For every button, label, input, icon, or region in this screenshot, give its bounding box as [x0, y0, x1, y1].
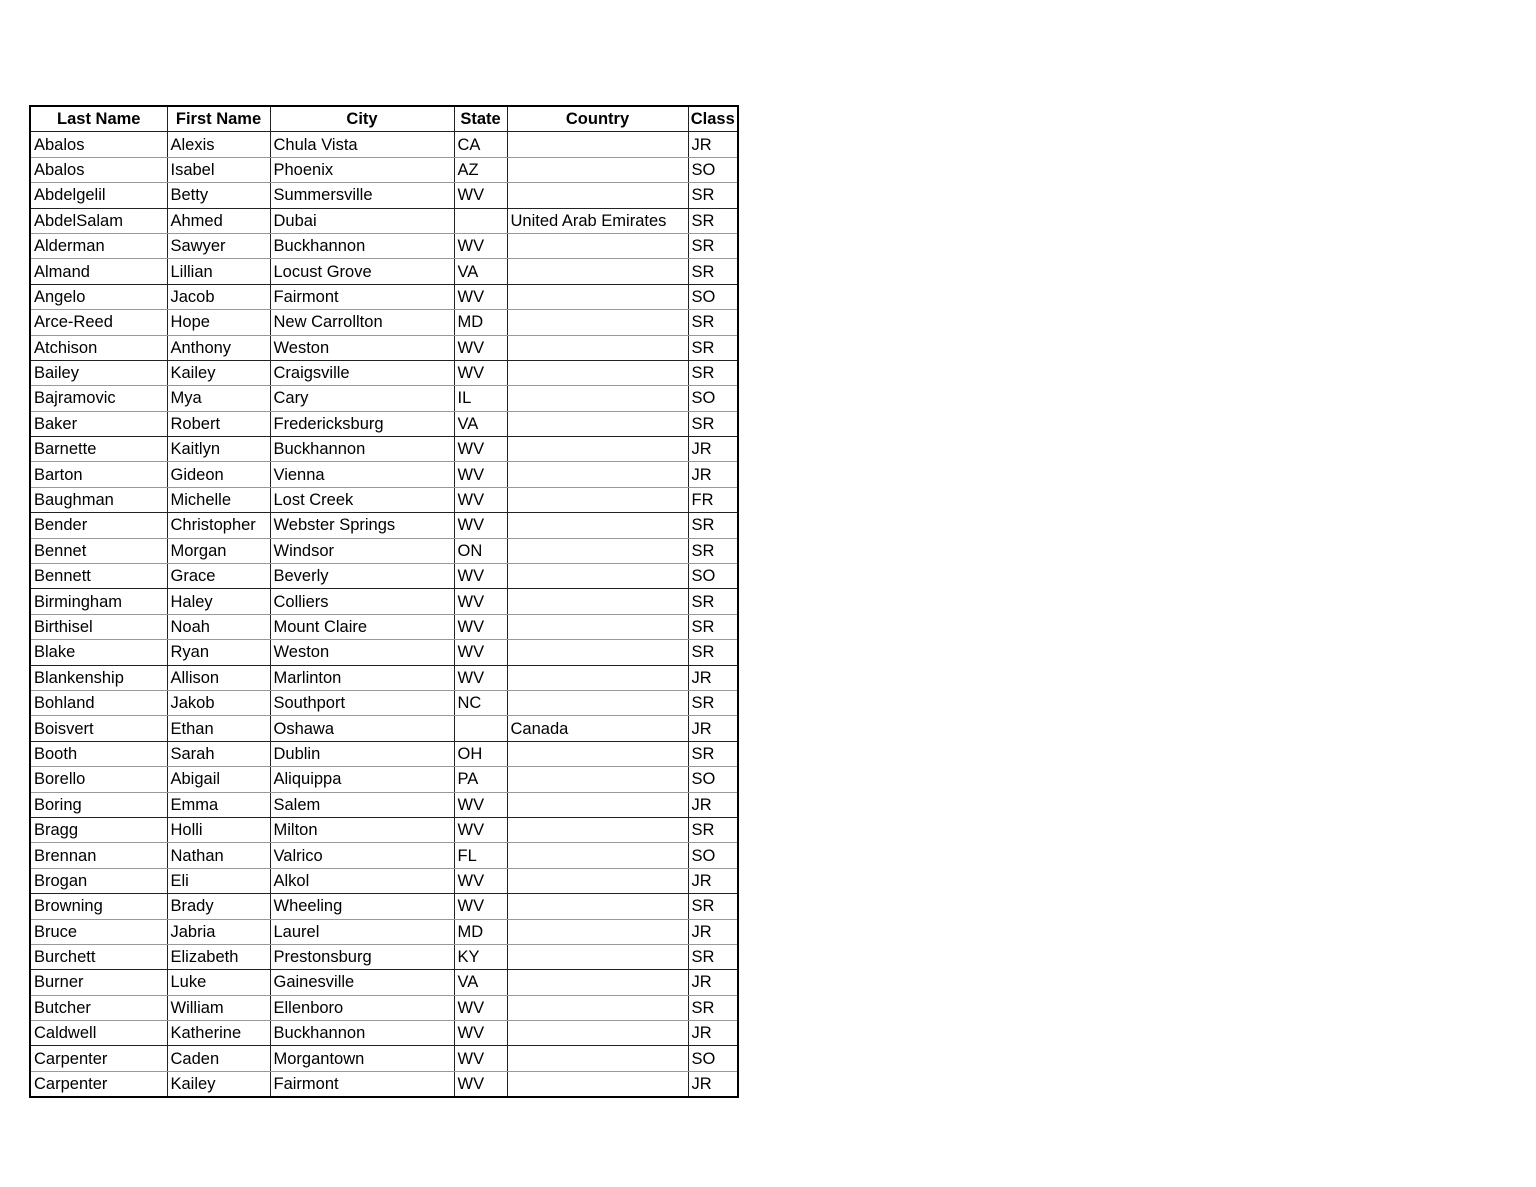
- cell-first-name: Jabria: [167, 919, 270, 944]
- cell-class: SO: [688, 284, 738, 309]
- cell-first-name: Sawyer: [167, 233, 270, 258]
- cell-last-name: Bender: [30, 513, 167, 538]
- cell-class: SO: [688, 1046, 738, 1071]
- table-row: [30, 1071, 738, 1097]
- header-first-name: First Name: [167, 106, 270, 132]
- cell-first-name: Isabel: [167, 157, 270, 182]
- cell-country: [507, 513, 688, 538]
- cell-country: [507, 310, 688, 335]
- cell-city: Alkol: [270, 868, 454, 893]
- cell-city: Morgantown: [270, 1046, 454, 1071]
- table-row: [30, 538, 738, 563]
- cell-country: [507, 894, 688, 919]
- cell-state: AZ: [454, 157, 507, 182]
- cell-first-name: Holli: [167, 817, 270, 842]
- cell-class: JR: [688, 462, 738, 487]
- student-roster-table: [29, 105, 739, 1098]
- cell-country: [507, 868, 688, 893]
- cell-country: [507, 995, 688, 1020]
- cell-class: JR: [688, 792, 738, 817]
- cell-last-name: Birmingham: [30, 589, 167, 614]
- cell-class: JR: [688, 132, 738, 157]
- cell-state: WV: [454, 437, 507, 462]
- cell-last-name: Bajramovic: [30, 386, 167, 411]
- cell-state: IL: [454, 386, 507, 411]
- cell-class: SR: [688, 538, 738, 563]
- cell-city: Buckhannon: [270, 1021, 454, 1046]
- cell-last-name: Bragg: [30, 817, 167, 842]
- cell-country: [507, 741, 688, 766]
- cell-state: WV: [454, 1046, 507, 1071]
- cell-class: SR: [688, 183, 738, 208]
- cell-state: OH: [454, 741, 507, 766]
- cell-last-name: Abalos: [30, 132, 167, 157]
- cell-country: [507, 1021, 688, 1046]
- cell-country: [507, 640, 688, 665]
- cell-city: Craigsville: [270, 360, 454, 385]
- cell-class: SR: [688, 614, 738, 639]
- cell-city: Prestonsburg: [270, 944, 454, 969]
- table-row: [30, 741, 738, 766]
- cell-class: SO: [688, 843, 738, 868]
- cell-first-name: Anthony: [167, 335, 270, 360]
- table-row: [30, 792, 738, 817]
- table-row: [30, 513, 738, 538]
- cell-last-name: Bennet: [30, 538, 167, 563]
- cell-last-name: Boisvert: [30, 716, 167, 741]
- cell-country: Canada: [507, 716, 688, 741]
- cell-first-name: Allison: [167, 665, 270, 690]
- cell-city: Marlinton: [270, 665, 454, 690]
- cell-first-name: Luke: [167, 970, 270, 995]
- cell-city: Ellenboro: [270, 995, 454, 1020]
- cell-state: WV: [454, 868, 507, 893]
- table-row: [30, 310, 738, 335]
- cell-class: SR: [688, 690, 738, 715]
- table-row: [30, 970, 738, 995]
- cell-country: [507, 538, 688, 563]
- cell-first-name: Morgan: [167, 538, 270, 563]
- cell-class: JR: [688, 1021, 738, 1046]
- cell-country: [507, 259, 688, 284]
- cell-city: Milton: [270, 817, 454, 842]
- cell-class: SO: [688, 157, 738, 182]
- cell-city: Buckhannon: [270, 437, 454, 462]
- cell-last-name: Butcher: [30, 995, 167, 1020]
- cell-class: SR: [688, 310, 738, 335]
- table-row: [30, 183, 738, 208]
- cell-class: SO: [688, 386, 738, 411]
- table-row: [30, 233, 738, 258]
- cell-first-name: Grace: [167, 564, 270, 589]
- header-last-name: Last Name: [30, 106, 167, 132]
- cell-state: WV: [454, 614, 507, 639]
- cell-first-name: Eli: [167, 868, 270, 893]
- cell-city: Buckhannon: [270, 233, 454, 258]
- cell-city: New Carrollton: [270, 310, 454, 335]
- cell-first-name: William: [167, 995, 270, 1020]
- header-row: [30, 106, 738, 132]
- cell-state: WV: [454, 462, 507, 487]
- cell-country: [507, 564, 688, 589]
- cell-city: Windsor: [270, 538, 454, 563]
- cell-first-name: Katherine: [167, 1021, 270, 1046]
- cell-country: [507, 665, 688, 690]
- table-row: [30, 386, 738, 411]
- cell-class: FR: [688, 487, 738, 512]
- table-row: [30, 208, 738, 233]
- cell-class: SO: [688, 767, 738, 792]
- table-row: [30, 1046, 738, 1071]
- cell-first-name: Lillian: [167, 259, 270, 284]
- cell-first-name: Kaitlyn: [167, 437, 270, 462]
- cell-state: WV: [454, 589, 507, 614]
- cell-state: WV: [454, 183, 507, 208]
- cell-class: JR: [688, 437, 738, 462]
- table-row: [30, 716, 738, 741]
- cell-city: Chula Vista: [270, 132, 454, 157]
- cell-last-name: Abalos: [30, 157, 167, 182]
- cell-state: NC: [454, 690, 507, 715]
- table-row: [30, 919, 738, 944]
- cell-country: [507, 1046, 688, 1071]
- cell-state: VA: [454, 259, 507, 284]
- table-row: [30, 665, 738, 690]
- cell-last-name: Arce-Reed: [30, 310, 167, 335]
- cell-class: SO: [688, 564, 738, 589]
- table-row: [30, 614, 738, 639]
- cell-class: SR: [688, 589, 738, 614]
- cell-state: WV: [454, 817, 507, 842]
- cell-city: Summersville: [270, 183, 454, 208]
- cell-city: Aliquippa: [270, 767, 454, 792]
- cell-last-name: Birthisel: [30, 614, 167, 639]
- cell-last-name: Carpenter: [30, 1071, 167, 1097]
- cell-state: WV: [454, 792, 507, 817]
- cell-last-name: Borello: [30, 767, 167, 792]
- table-row: [30, 589, 738, 614]
- cell-state: VA: [454, 970, 507, 995]
- cell-city: Oshawa: [270, 716, 454, 741]
- cell-first-name: Ahmed: [167, 208, 270, 233]
- table-row: [30, 767, 738, 792]
- header-class: Class: [688, 106, 738, 132]
- table-row: [30, 284, 738, 309]
- cell-first-name: Emma: [167, 792, 270, 817]
- cell-last-name: Bruce: [30, 919, 167, 944]
- table-body: [30, 132, 738, 1097]
- cell-country: [507, 1071, 688, 1097]
- cell-state: PA: [454, 767, 507, 792]
- cell-state: ON: [454, 538, 507, 563]
- cell-country: [507, 462, 688, 487]
- cell-class: JR: [688, 970, 738, 995]
- cell-city: Fredericksburg: [270, 411, 454, 436]
- table-row: [30, 843, 738, 868]
- cell-country: United Arab Emirates: [507, 208, 688, 233]
- cell-state: VA: [454, 411, 507, 436]
- cell-last-name: Baker: [30, 411, 167, 436]
- cell-last-name: Bohland: [30, 690, 167, 715]
- cell-last-name: Barnette: [30, 437, 167, 462]
- header-city: City: [270, 106, 454, 132]
- cell-city: Colliers: [270, 589, 454, 614]
- cell-last-name: Almand: [30, 259, 167, 284]
- cell-last-name: Boring: [30, 792, 167, 817]
- cell-country: [507, 614, 688, 639]
- cell-class: SR: [688, 360, 738, 385]
- cell-country: [507, 589, 688, 614]
- cell-class: SR: [688, 817, 738, 842]
- cell-state: WV: [454, 1071, 507, 1097]
- cell-country: [507, 792, 688, 817]
- cell-last-name: Alderman: [30, 233, 167, 258]
- cell-city: Lost Creek: [270, 487, 454, 512]
- cell-first-name: Jacob: [167, 284, 270, 309]
- cell-first-name: Ethan: [167, 716, 270, 741]
- cell-country: [507, 233, 688, 258]
- cell-city: Dubai: [270, 208, 454, 233]
- cell-first-name: Betty: [167, 183, 270, 208]
- cell-state: WV: [454, 640, 507, 665]
- cell-state: WV: [454, 284, 507, 309]
- cell-city: Weston: [270, 640, 454, 665]
- table-row: [30, 487, 738, 512]
- cell-class: SR: [688, 259, 738, 284]
- cell-country: [507, 919, 688, 944]
- cell-country: [507, 284, 688, 309]
- cell-last-name: Blankenship: [30, 665, 167, 690]
- cell-last-name: Barton: [30, 462, 167, 487]
- table-row: [30, 995, 738, 1020]
- cell-first-name: Hope: [167, 310, 270, 335]
- cell-first-name: Alexis: [167, 132, 270, 157]
- cell-country: [507, 970, 688, 995]
- cell-country: [507, 157, 688, 182]
- cell-state: WV: [454, 360, 507, 385]
- cell-class: SR: [688, 335, 738, 360]
- table-row: [30, 335, 738, 360]
- cell-city: Dublin: [270, 741, 454, 766]
- cell-state: KY: [454, 944, 507, 969]
- cell-last-name: Atchison: [30, 335, 167, 360]
- cell-last-name: Blake: [30, 640, 167, 665]
- cell-state: WV: [454, 894, 507, 919]
- cell-country: [507, 183, 688, 208]
- cell-first-name: Jakob: [167, 690, 270, 715]
- cell-city: Locust Grove: [270, 259, 454, 284]
- cell-first-name: Caden: [167, 1046, 270, 1071]
- cell-state: WV: [454, 513, 507, 538]
- cell-first-name: Ryan: [167, 640, 270, 665]
- cell-class: SR: [688, 208, 738, 233]
- cell-country: [507, 335, 688, 360]
- table-row: [30, 132, 738, 157]
- cell-city: Cary: [270, 386, 454, 411]
- cell-country: [507, 944, 688, 969]
- table-row: [30, 437, 738, 462]
- cell-city: Gainesville: [270, 970, 454, 995]
- table-row: [30, 360, 738, 385]
- cell-first-name: Michelle: [167, 487, 270, 512]
- cell-state: WV: [454, 564, 507, 589]
- cell-city: Phoenix: [270, 157, 454, 182]
- cell-city: Valrico: [270, 843, 454, 868]
- cell-last-name: Burchett: [30, 944, 167, 969]
- cell-city: Weston: [270, 335, 454, 360]
- cell-state: [454, 716, 507, 741]
- cell-country: [507, 767, 688, 792]
- cell-country: [507, 487, 688, 512]
- cell-state: FL: [454, 843, 507, 868]
- cell-city: Fairmont: [270, 284, 454, 309]
- cell-state: MD: [454, 919, 507, 944]
- cell-last-name: Baughman: [30, 487, 167, 512]
- cell-state: CA: [454, 132, 507, 157]
- cell-class: JR: [688, 665, 738, 690]
- cell-first-name: Sarah: [167, 741, 270, 766]
- header-state: State: [454, 106, 507, 132]
- cell-first-name: Robert: [167, 411, 270, 436]
- cell-last-name: AbdelSalam: [30, 208, 167, 233]
- cell-city: Fairmont: [270, 1071, 454, 1097]
- cell-city: Salem: [270, 792, 454, 817]
- cell-last-name: Browning: [30, 894, 167, 919]
- cell-state: WV: [454, 335, 507, 360]
- cell-city: Vienna: [270, 462, 454, 487]
- cell-first-name: Mya: [167, 386, 270, 411]
- cell-first-name: Gideon: [167, 462, 270, 487]
- cell-state: MD: [454, 310, 507, 335]
- cell-last-name: Carpenter: [30, 1046, 167, 1071]
- cell-class: SR: [688, 513, 738, 538]
- cell-state: WV: [454, 665, 507, 690]
- table-row: [30, 462, 738, 487]
- cell-city: Mount Claire: [270, 614, 454, 639]
- cell-country: [507, 386, 688, 411]
- cell-class: JR: [688, 919, 738, 944]
- cell-first-name: Nathan: [167, 843, 270, 868]
- cell-city: Southport: [270, 690, 454, 715]
- table-row: [30, 868, 738, 893]
- table-row: [30, 817, 738, 842]
- cell-city: Wheeling: [270, 894, 454, 919]
- cell-country: [507, 411, 688, 436]
- cell-country: [507, 817, 688, 842]
- table-row: [30, 690, 738, 715]
- cell-country: [507, 360, 688, 385]
- table-row: [30, 564, 738, 589]
- table-row: [30, 411, 738, 436]
- cell-country: [507, 132, 688, 157]
- cell-state: WV: [454, 487, 507, 512]
- cell-last-name: Brogan: [30, 868, 167, 893]
- cell-state: WV: [454, 995, 507, 1020]
- cell-last-name: Brennan: [30, 843, 167, 868]
- cell-first-name: Abigail: [167, 767, 270, 792]
- cell-first-name: Christopher: [167, 513, 270, 538]
- cell-state: [454, 208, 507, 233]
- cell-class: SR: [688, 944, 738, 969]
- cell-class: JR: [688, 716, 738, 741]
- cell-city: Webster Springs: [270, 513, 454, 538]
- cell-last-name: Burner: [30, 970, 167, 995]
- cell-class: SR: [688, 995, 738, 1020]
- cell-first-name: Elizabeth: [167, 944, 270, 969]
- cell-last-name: Booth: [30, 741, 167, 766]
- cell-last-name: Bennett: [30, 564, 167, 589]
- table-row: [30, 640, 738, 665]
- cell-last-name: Bailey: [30, 360, 167, 385]
- cell-city: Laurel: [270, 919, 454, 944]
- cell-class: SR: [688, 233, 738, 258]
- table-row: [30, 944, 738, 969]
- cell-state: WV: [454, 233, 507, 258]
- cell-state: WV: [454, 1021, 507, 1046]
- cell-last-name: Caldwell: [30, 1021, 167, 1046]
- cell-class: SR: [688, 640, 738, 665]
- cell-class: JR: [688, 1071, 738, 1097]
- cell-last-name: Abdelgelil: [30, 183, 167, 208]
- cell-class: SR: [688, 894, 738, 919]
- cell-first-name: Haley: [167, 589, 270, 614]
- cell-country: [507, 690, 688, 715]
- cell-first-name: Noah: [167, 614, 270, 639]
- cell-country: [507, 437, 688, 462]
- table-row: [30, 894, 738, 919]
- table-row: [30, 157, 738, 182]
- cell-first-name: Brady: [167, 894, 270, 919]
- cell-first-name: Kailey: [167, 1071, 270, 1097]
- cell-city: Beverly: [270, 564, 454, 589]
- cell-last-name: Angelo: [30, 284, 167, 309]
- table-row: [30, 259, 738, 284]
- cell-country: [507, 843, 688, 868]
- cell-class: JR: [688, 868, 738, 893]
- header-country: Country: [507, 106, 688, 132]
- cell-class: SR: [688, 411, 738, 436]
- table-row: [30, 1021, 738, 1046]
- cell-class: SR: [688, 741, 738, 766]
- cell-first-name: Kailey: [167, 360, 270, 385]
